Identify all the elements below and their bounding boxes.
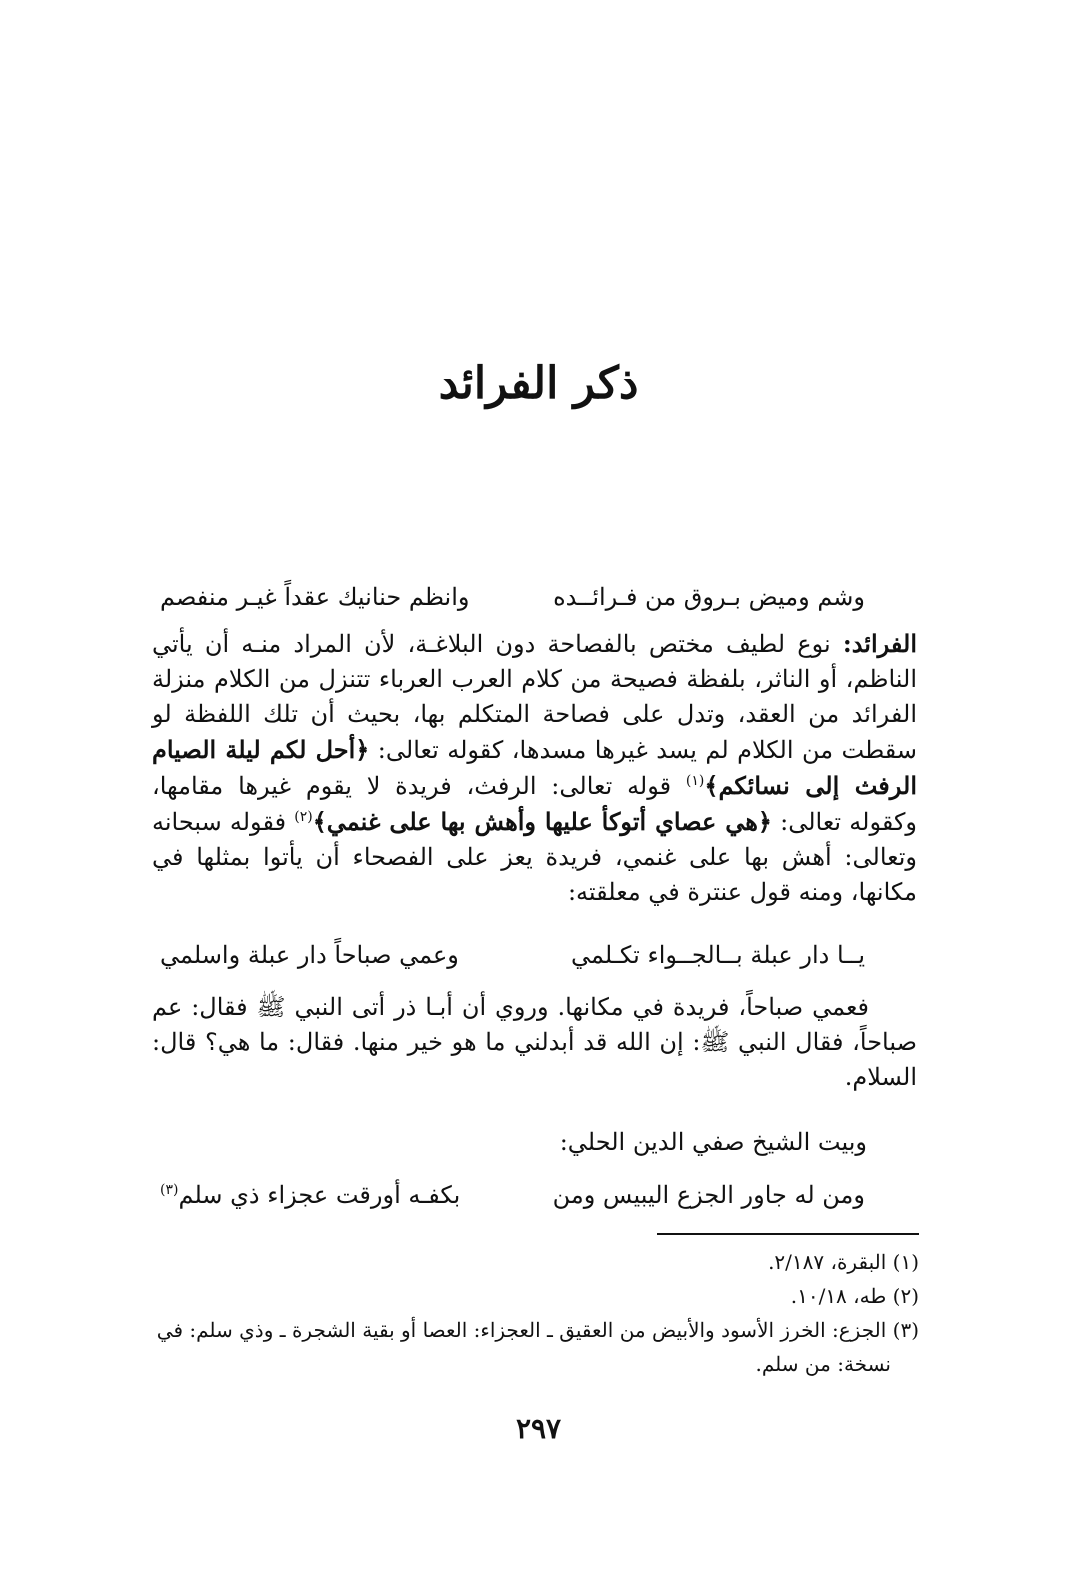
paragraph-1-text-3: فقوله سبحانه وتعالى: أهش بها على غنمي، فريدة يعز على الفصحاء أن يأتوا بمثلها في مكانها، ومنه قول عنترة في معلقته: xyxy=(152,808,917,906)
quran-quote-2: ﴿هي عصاي أتوكأ عليها وأهش بها على غنمي﴾ xyxy=(312,807,772,836)
verse-1-hemistich-1: وشم وميض بـروق من فـرائــده xyxy=(553,583,865,611)
footnote-2: (٢) طه، ١٠/١٨. xyxy=(790,1284,919,1308)
chapter-title: ذكر الفرائد xyxy=(438,358,639,409)
verse-1-hemistich-2: وانظم حنانيك عقداً غيـر منفصم xyxy=(160,583,470,611)
footnote-ref-1: (١) xyxy=(685,773,705,789)
footnote-1: (١) البقرة، ٢/١٨٧. xyxy=(768,1250,919,1274)
paragraph-1-text-2: قوله تعالى: الرفث، فريدة لا يقوم غيرها مقامها، وكقوله تعالى: xyxy=(152,772,917,836)
paragraph-2-text: فعمي صباحاً، فريدة في مكانها. وروي أن أبـا ذر أتى النبي ﷺ فقال: عم صباحاً، فقال النبي ﷺ: إن الله قد أبدلني ما هو خير منها. فقال: ما هي؟ قال: السلام. xyxy=(152,993,917,1091)
paragraph-2 xyxy=(152,990,917,1095)
page-number: ٢٩٧ xyxy=(515,1412,562,1445)
quran-quote-1: ﴿أحل لكم ليلة الصيام الرفث إلى نسائكم﴾ xyxy=(152,735,918,800)
footnote-separator xyxy=(657,1233,919,1235)
footnote-ref-3: (٣) xyxy=(160,1182,179,1198)
footnote-3-continuation: نسخة: من سلم. xyxy=(755,1352,891,1376)
footnotes xyxy=(152,1245,919,1381)
term-heading: الفرائد: xyxy=(842,629,917,658)
verse-3-hemistich-1: ومن له جاور الجزع اليبيس ومن xyxy=(552,1181,865,1209)
paragraph-1 xyxy=(152,626,917,910)
verse-2-hemistich-2: وعمي صباحاً دار عبلة واسلمي xyxy=(160,941,459,969)
verse-3-hemistich-2-wrap xyxy=(160,1180,460,1211)
footnote-3: (٣) الجزع: الخرز الأسود والأبيض من العقيق ـ العجزاء: العصا أو بقية الشجرة ـ وذي سلم: في xyxy=(156,1318,919,1342)
verse-3-hemistich-2: بكفـه أورقت عجزاء ذي سلم xyxy=(178,1181,461,1209)
verse-2-hemistich-1: يــا دار عبلة بــالجــواء تكـلمي xyxy=(571,941,865,969)
footnote-ref-2: (٢) xyxy=(294,809,313,825)
verse-intro: وبيت الشيخ صفي الدين الحلي: xyxy=(559,1128,867,1156)
paragraph-1-text-1: نوع لطيف مختص بالفصاحة دون البلاغـة، لأن المراد منـه أن يأتي الناظم، أو الناثر، بلفظة فصيحة من كلام العرب العرباء تتنزل من الكلام منزلة الفرائد من العقد، وتدل على فصاحة المتكلم بها، بحيث أن تلك اللفظة لو سقطت من الكلام لم يسد غيرها مسدها، كقوله تعالى: xyxy=(152,630,918,764)
